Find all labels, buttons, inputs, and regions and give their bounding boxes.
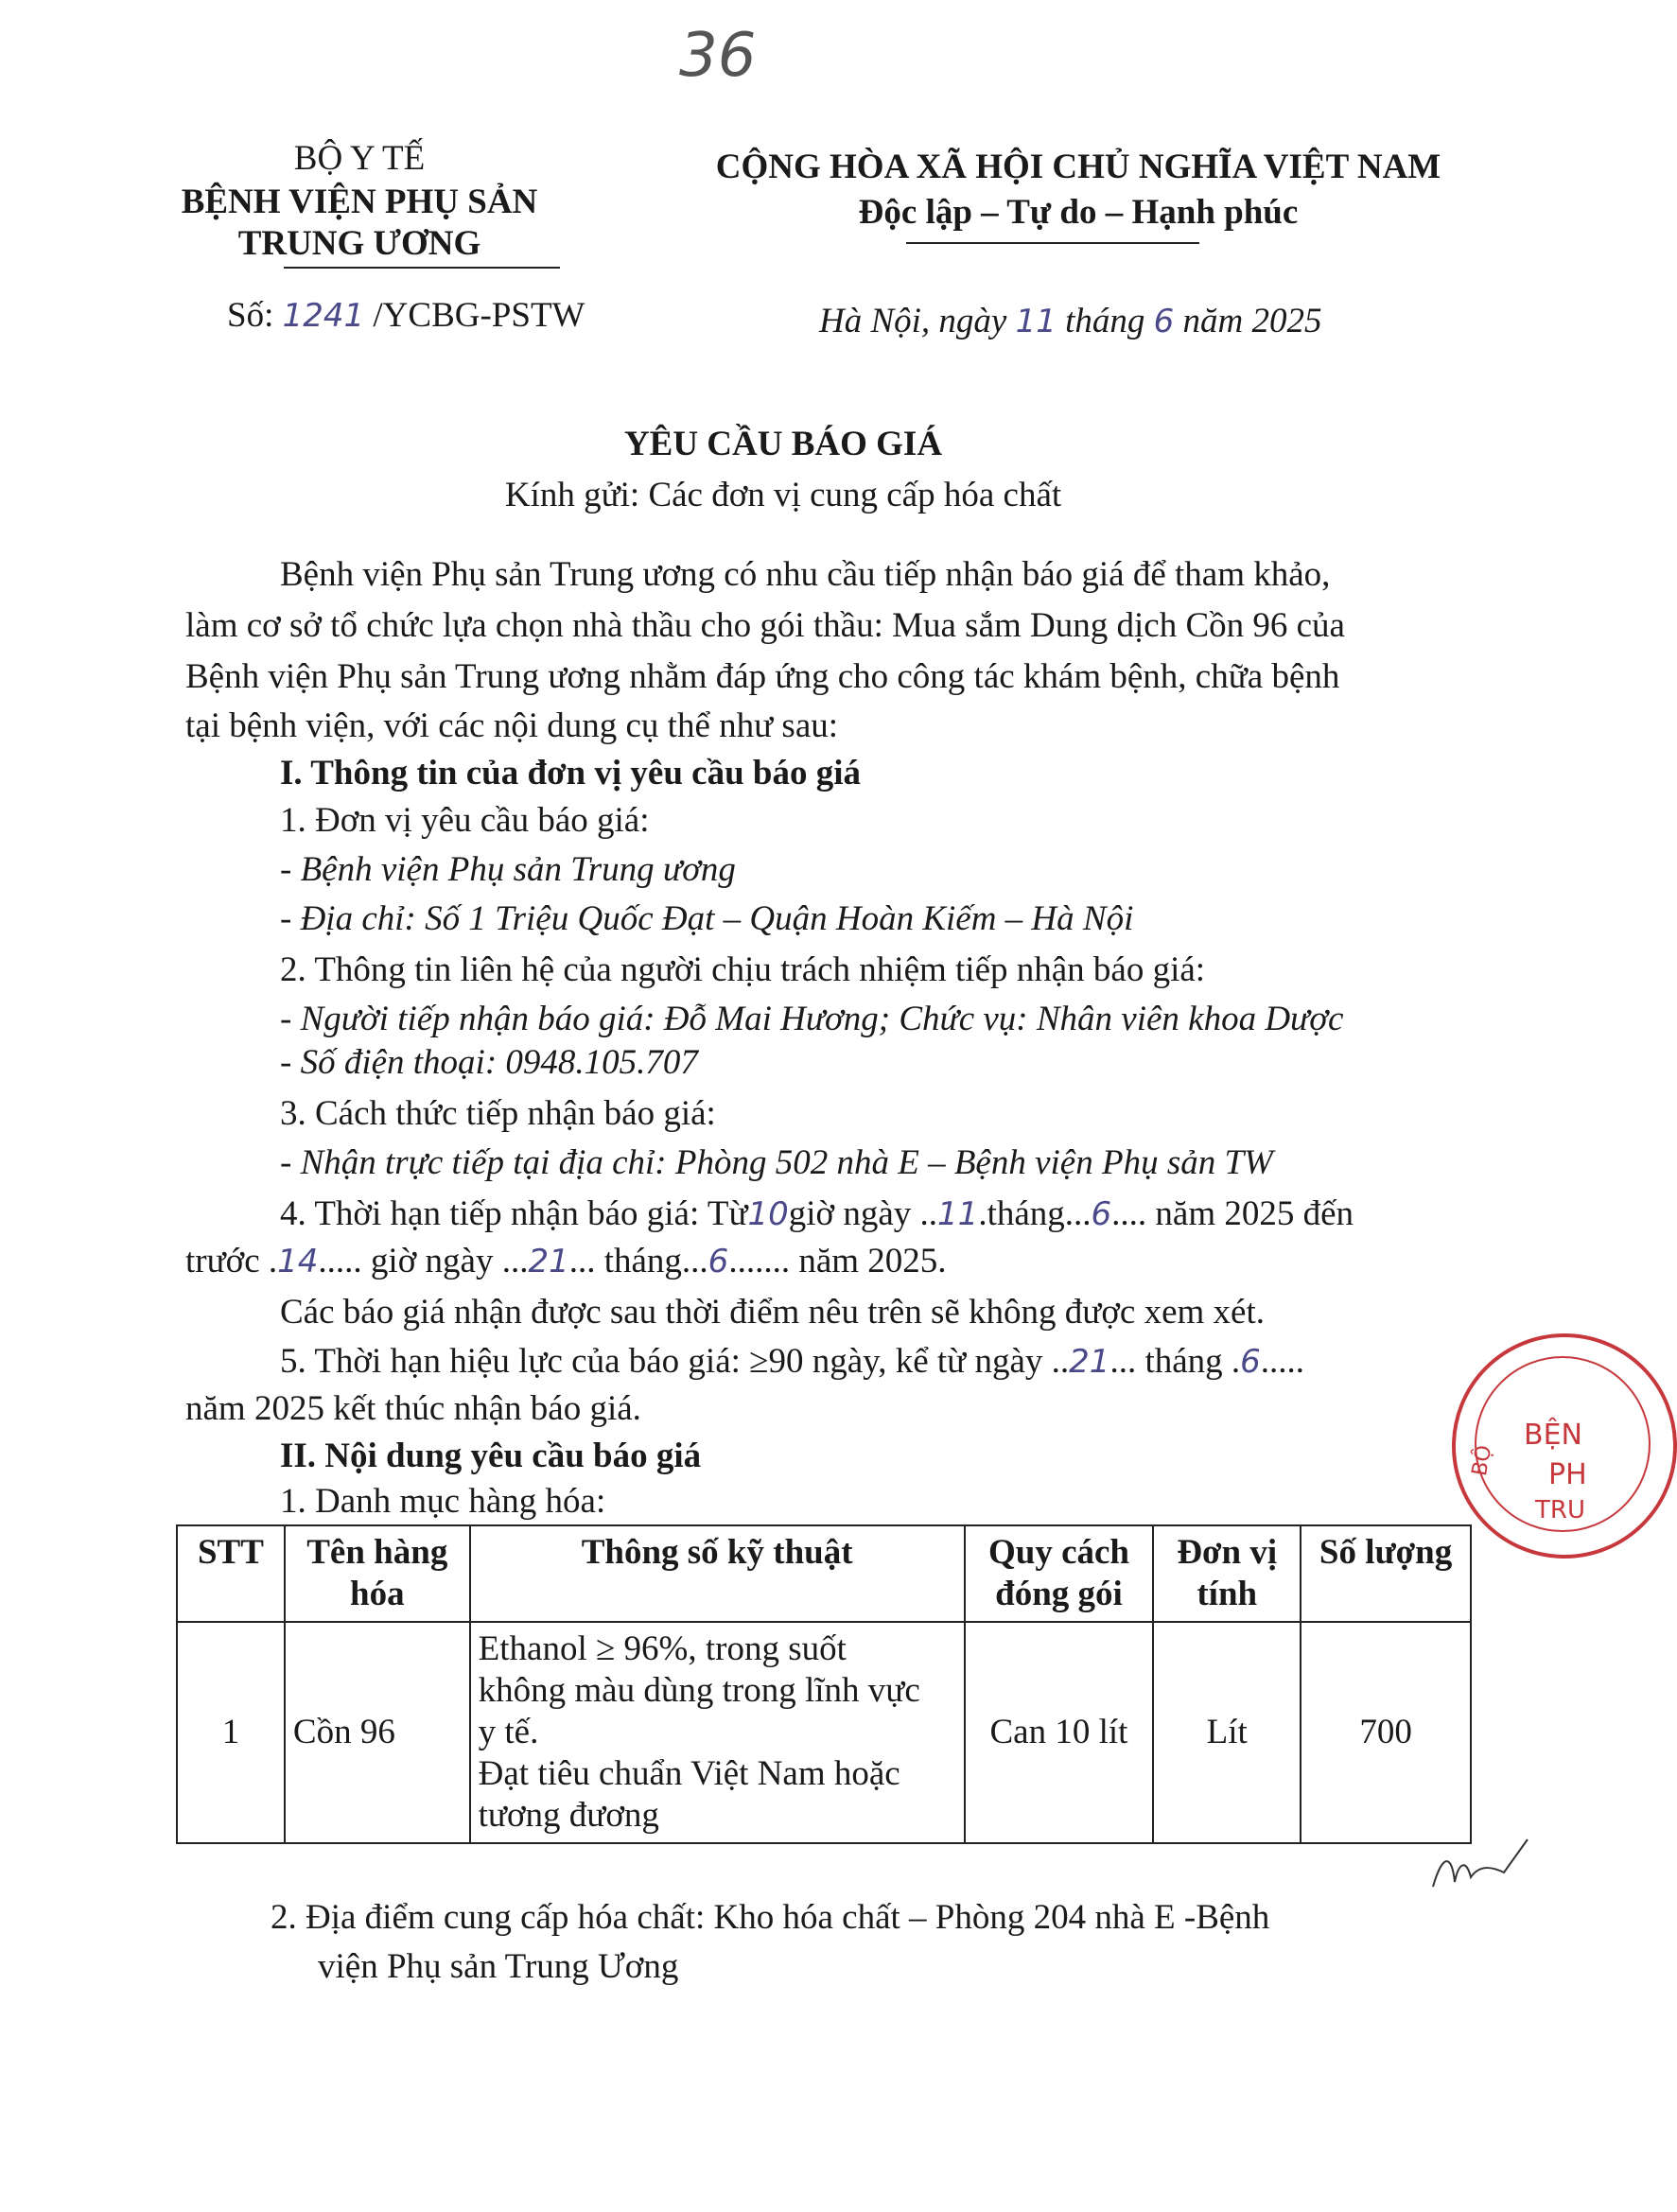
document-number (227, 295, 585, 337)
item4-text-f: giờ ngày (361, 1242, 502, 1280)
stamp-text-bot: TRU (1535, 1496, 1585, 1524)
section1-item3: 3. Cách thức tiếp nhận báo giá: (280, 1094, 716, 1133)
item5-text-a: 5. Thời hạn hiệu lực của báo giá: ≥90 ngày, kể từ ngày (280, 1342, 1052, 1381)
spec-line-2: không màu dùng trong lĩnh vực (478, 1671, 920, 1710)
recipient-line: Kính gửi: Các đơn vị cung cấp hóa chất (504, 476, 1062, 514)
intro-line-4: tại bệnh viện, với các nội dung cụ thể như sau: (185, 706, 839, 745)
section2-item1: 1. Danh mục hàng hóa: (280, 1482, 606, 1521)
date-month-label: tháng (1056, 302, 1154, 340)
item4-month-from: 6 (1091, 1195, 1112, 1233)
section1-heading: I. Thông tin của đơn vị yêu cầu báo giá (280, 754, 862, 792)
spec-line-5: tương đương (478, 1796, 659, 1835)
section1-item4-line2: trước .14..... giờ ngày ...21... tháng...6....... năm 2025. (185, 1242, 947, 1280)
date-month: 6 (1153, 303, 1175, 340)
item4-text-e: trước (185, 1242, 269, 1280)
section2-item2-line1 (271, 1897, 1269, 1939)
section1-item2-person: - Người tiếp nhận báo giá: Đỗ Mai Hương; Chức vụ: Nhân viên khoa Dược (280, 1000, 1344, 1038)
section2-item2-line2: viện Phụ sản Trung Ương (318, 1947, 679, 1986)
item2-line1-text: 2. Địa điểm cung cấp hóa chất: Kho hóa chất – Phòng 204 nhà E -Bệnh (271, 1898, 1270, 1937)
spec-line-3: y tế. (478, 1713, 539, 1751)
stamp-text-left: BỘ (1468, 1443, 1497, 1478)
date-day: 11 (1015, 303, 1057, 340)
item4-hour-to: 14 (277, 1243, 319, 1280)
table-header-row (177, 1525, 1471, 1622)
item4-text-b: giờ ngày (788, 1194, 912, 1233)
header-right-underline (906, 242, 1199, 244)
item4-day-to: 21 (528, 1243, 569, 1280)
handwritten-page-number: 36 (679, 21, 757, 91)
col-header-quantity: Số lượng (1301, 1525, 1471, 1622)
cell-name: Cồn 96 (285, 1622, 470, 1843)
stamp-text-top: BỆN (1524, 1419, 1582, 1452)
spec-line-4: Đạt tiêu chuẩn Việt Nam hoặc (478, 1754, 900, 1793)
number-handwritten: 1241 (282, 297, 365, 335)
section1-item3-detail: - Nhận trực tiếp tại địa chỉ: Phòng 502 nhà E – Bệnh viện Phụ sản TW (280, 1143, 1273, 1182)
item4-text-a: 4. Thời hạn tiếp nhận báo giá: Từ (280, 1194, 748, 1233)
intro-line-3: Bệnh viện Phụ sản Trung ương nhằm đáp ứng cho công tác khám bệnh, chữa bệnh (185, 657, 1340, 696)
item4-hour-from: 10 (747, 1195, 789, 1233)
cell-packaging: Can 10 lít (965, 1622, 1154, 1843)
section1-item1-name: - Bệnh viện Phụ sản Trung ương (280, 850, 736, 889)
item4-text-c: tháng (987, 1194, 1065, 1233)
date-year: năm 2025 (1174, 302, 1322, 340)
goods-table (176, 1524, 1472, 1844)
col-header-name: Tên hàng hóa (285, 1525, 470, 1622)
cell-spec (470, 1622, 965, 1843)
col-header-packaging: Quy cách đóng gói (965, 1525, 1154, 1622)
section1-item1-address: - Địa chỉ: Số 1 Triệu Quốc Đạt – Quận Hoàn Kiếm – Hà Nội (280, 899, 1134, 938)
col-header-spec: Thông số kỹ thuật (470, 1525, 965, 1622)
number-suffix: /YCBG-PSTW (364, 296, 585, 335)
section1-item1: 1. Đơn vị yêu cầu báo giá: (280, 801, 650, 840)
table-row (177, 1622, 1471, 1843)
col-header-stt: STT (177, 1525, 285, 1622)
hospital-name-line1: BỆNH VIỆN PHỤ SẢN (181, 183, 538, 221)
item4-text-d: năm 2025 đến (1146, 1194, 1354, 1233)
item4-text-g: tháng (595, 1242, 682, 1280)
signature-scribble (1428, 1835, 1532, 1901)
item4-month-to: 6 (707, 1243, 729, 1280)
spec-line-1: Ethanol ≥ 96%, trong suốt (478, 1629, 847, 1668)
stamp-text-mid: PH (1548, 1458, 1587, 1491)
document-date (819, 301, 1322, 342)
hospital-stamp (1452, 1333, 1677, 1559)
section1-note: Các báo giá nhận được sau thời điểm nêu trên sẽ không được xem xét. (280, 1293, 1266, 1332)
section1-item4-line1: 4. Thời hạn tiếp nhận báo giá: Từ10giờ ngày ..11.tháng...6.... năm 2025 đến (280, 1194, 1354, 1233)
item5-month: 6 (1240, 1343, 1261, 1381)
intro-line-1: Bệnh viện Phụ sản Trung ương có nhu cầu tiếp nhận báo giá để tham khảo, (280, 555, 1331, 594)
hospital-name-line2: TRUNG ƯƠNG (237, 224, 481, 263)
section1-item5-line1: 5. Thời hạn hiệu lực của báo giá: ≥90 ngày, kể từ ngày ..21... tháng .6..... (280, 1342, 1305, 1381)
item4-text-h: năm 2025. (790, 1242, 947, 1280)
intro-line-2: làm cơ sở tổ chức lựa chọn nhà thầu cho gói thầu: Mua sắm Dung dịch Cồn 96 của (185, 606, 1345, 645)
ministry-name: BỘ Y TẾ (293, 139, 426, 178)
section2-heading: II. Nội dung yêu cầu báo giá (280, 1437, 702, 1475)
item5-text-b: tháng (1136, 1342, 1232, 1381)
col-header-unit: Đơn vị tính (1153, 1525, 1301, 1622)
item5-day: 21 (1069, 1343, 1110, 1381)
date-prefix: Hà Nội, ngày (819, 302, 1016, 340)
number-prefix: Số: (227, 296, 283, 335)
cell-stt: 1 (177, 1622, 285, 1843)
republic-name: CỘNG HÒA XÃ HỘI CHỦ NGHĨA VIỆT NAM (715, 148, 1441, 186)
section1-item2-phone: - Số điện thoại: 0948.105.707 (280, 1043, 698, 1082)
national-motto: Độc lập – Tự do – Hạnh phúc (858, 193, 1299, 232)
header-left-underline (284, 267, 560, 269)
cell-quantity: 700 (1301, 1622, 1471, 1843)
item4-day-from: 11 (937, 1195, 979, 1233)
section1-item5-line2: năm 2025 kết thúc nhận báo giá. (185, 1389, 641, 1428)
document-title: YÊU CẦU BÁO GIÁ (623, 425, 943, 463)
cell-unit: Lít (1153, 1622, 1301, 1843)
section1-item2: 2. Thông tin liên hệ của người chịu trách nhiệm tiếp nhận báo giá: (280, 950, 1206, 989)
